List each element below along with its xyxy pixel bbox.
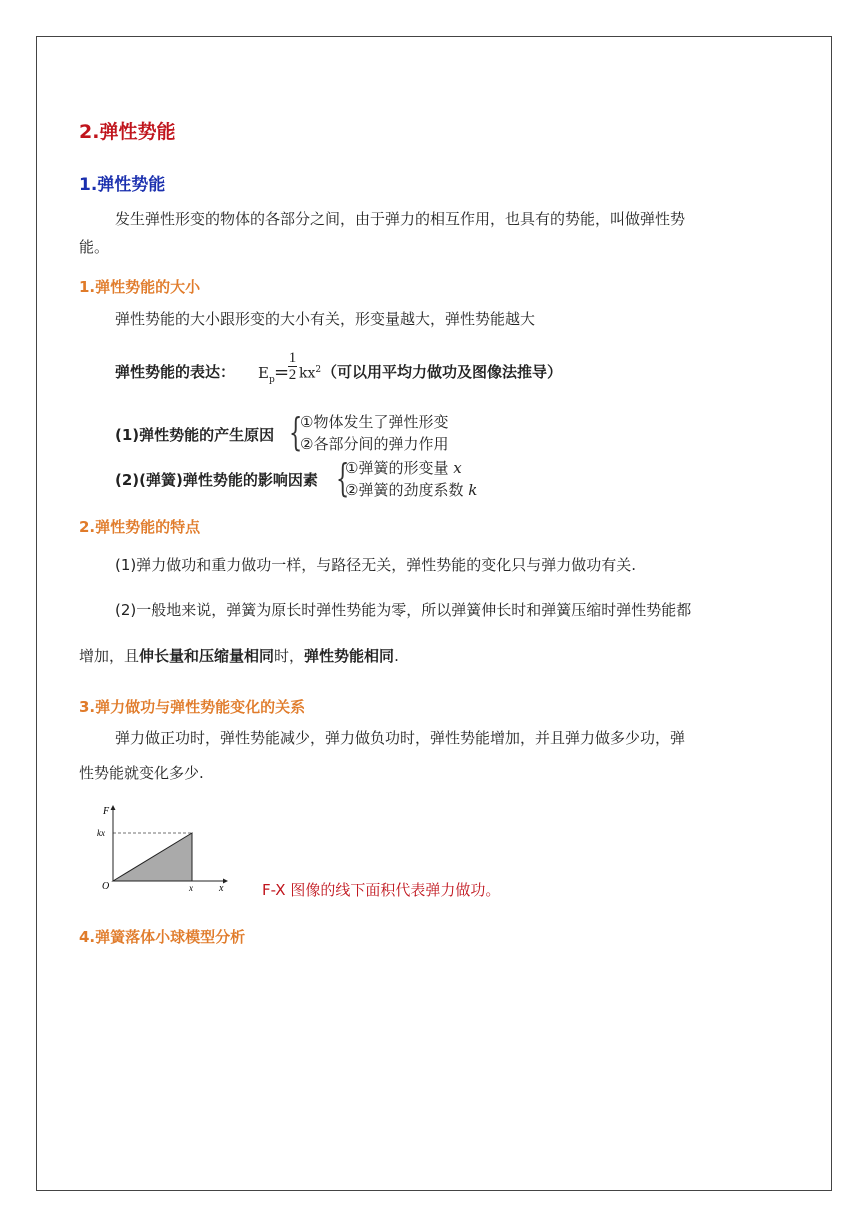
x-axis-label: x: [219, 883, 224, 894]
section-title: 1.弹性势能: [79, 175, 166, 195]
relation-line-1: 弹力做正功时，弹性势能减少，弹力做负功时，弹性势能增加，并且弹力做多少功，弹: [115, 729, 686, 747]
formula-square: 2: [315, 365, 322, 375]
factors-brace: {: [336, 456, 350, 500]
formula-kx-text: kx: [299, 365, 316, 382]
formula-kx: [299, 365, 321, 382]
factors-item-2-text: ②弹簧的劲度系数: [345, 481, 464, 499]
force-displacement-graph: [95, 800, 235, 895]
y-axis-arrow: [111, 805, 116, 810]
feature-2-line-2: [79, 649, 399, 664]
cause-label: (1)弹性势能的产生原因: [115, 426, 275, 444]
subsection-title-model: 4.弹簧落体小球模型分析: [79, 928, 246, 946]
graph-caption: F-X 图像的线下面积代表弹力做功。: [262, 881, 501, 899]
feature-2-line-1: (2)一般地来说，弹簧为原长时弹性势能为零，所以弹簧伸长时和弹簧压缩时弹性势能都: [115, 601, 692, 619]
feature-2-part-2: 时，: [274, 647, 305, 665]
factors-item-2-var: k: [468, 481, 478, 499]
subsection-title-size: 1.弹性势能的大小: [79, 278, 201, 296]
fraction-denominator: 2: [288, 367, 297, 383]
factors-item-1: [345, 461, 462, 476]
subsection-title-relation: 3.弹力做功与弹性势能变化的关系: [79, 698, 306, 716]
feature-1: (1)弹力做功和重力做功一样，与路径无关，弹性势能的变化只与弹力做功有关.: [115, 556, 637, 574]
definition-line-1: 发生弹性形变的物体的各部分之间，由于弹力的相互作用，也具有的势能，叫做弹性势: [115, 210, 686, 228]
formula-fraction: [288, 350, 297, 383]
relation-line-2: 性势能就变化多少.: [79, 764, 204, 782]
formula-label: 弹性势能的表达：: [115, 363, 236, 381]
formula-sub-p: p: [268, 375, 275, 385]
cause-item-2: ②各部分间的弹力作用: [300, 435, 449, 453]
origin-label: O: [102, 881, 110, 892]
work-area: [113, 833, 192, 881]
factors-label: (2)(弹簧)弹性势能的影响因素: [115, 471, 318, 489]
feature-2-part-3: .: [394, 647, 399, 665]
y-tick-kx: kx: [97, 828, 105, 838]
subsection-title-features: 2.弹性势能的特点: [79, 518, 201, 536]
formula-equals: =: [274, 362, 290, 383]
x-tick-x: x: [189, 883, 193, 893]
feature-2-bold-1: 伸长量和压缩量相同: [139, 647, 275, 665]
fraction-numerator: 1: [288, 350, 297, 366]
feature-2-bold-2: 弹性势能相同: [304, 647, 395, 665]
formula-note: （可以用平均力做功及图像法推导）: [322, 363, 563, 381]
feature-2-part-1: 增加，且: [79, 647, 140, 665]
main-title: 2.弹性势能: [79, 121, 176, 143]
size-description: 弹性势能的大小跟形变的大小有关，形变量越大，弹性势能越大: [115, 310, 536, 328]
y-axis-label: F: [103, 806, 110, 817]
cause-brace: {: [289, 410, 303, 454]
factors-item-2: [345, 483, 477, 498]
x-axis-arrow: [223, 879, 228, 884]
cause-item-1: ①物体发生了弹性形变: [300, 413, 449, 431]
factors-item-1-text: ①弹簧的形变量: [345, 459, 449, 477]
factors-item-1-var: x: [453, 459, 462, 477]
formula-ep: [258, 364, 275, 385]
formula-e: E: [258, 364, 269, 382]
definition-line-2: 能。: [79, 238, 110, 256]
